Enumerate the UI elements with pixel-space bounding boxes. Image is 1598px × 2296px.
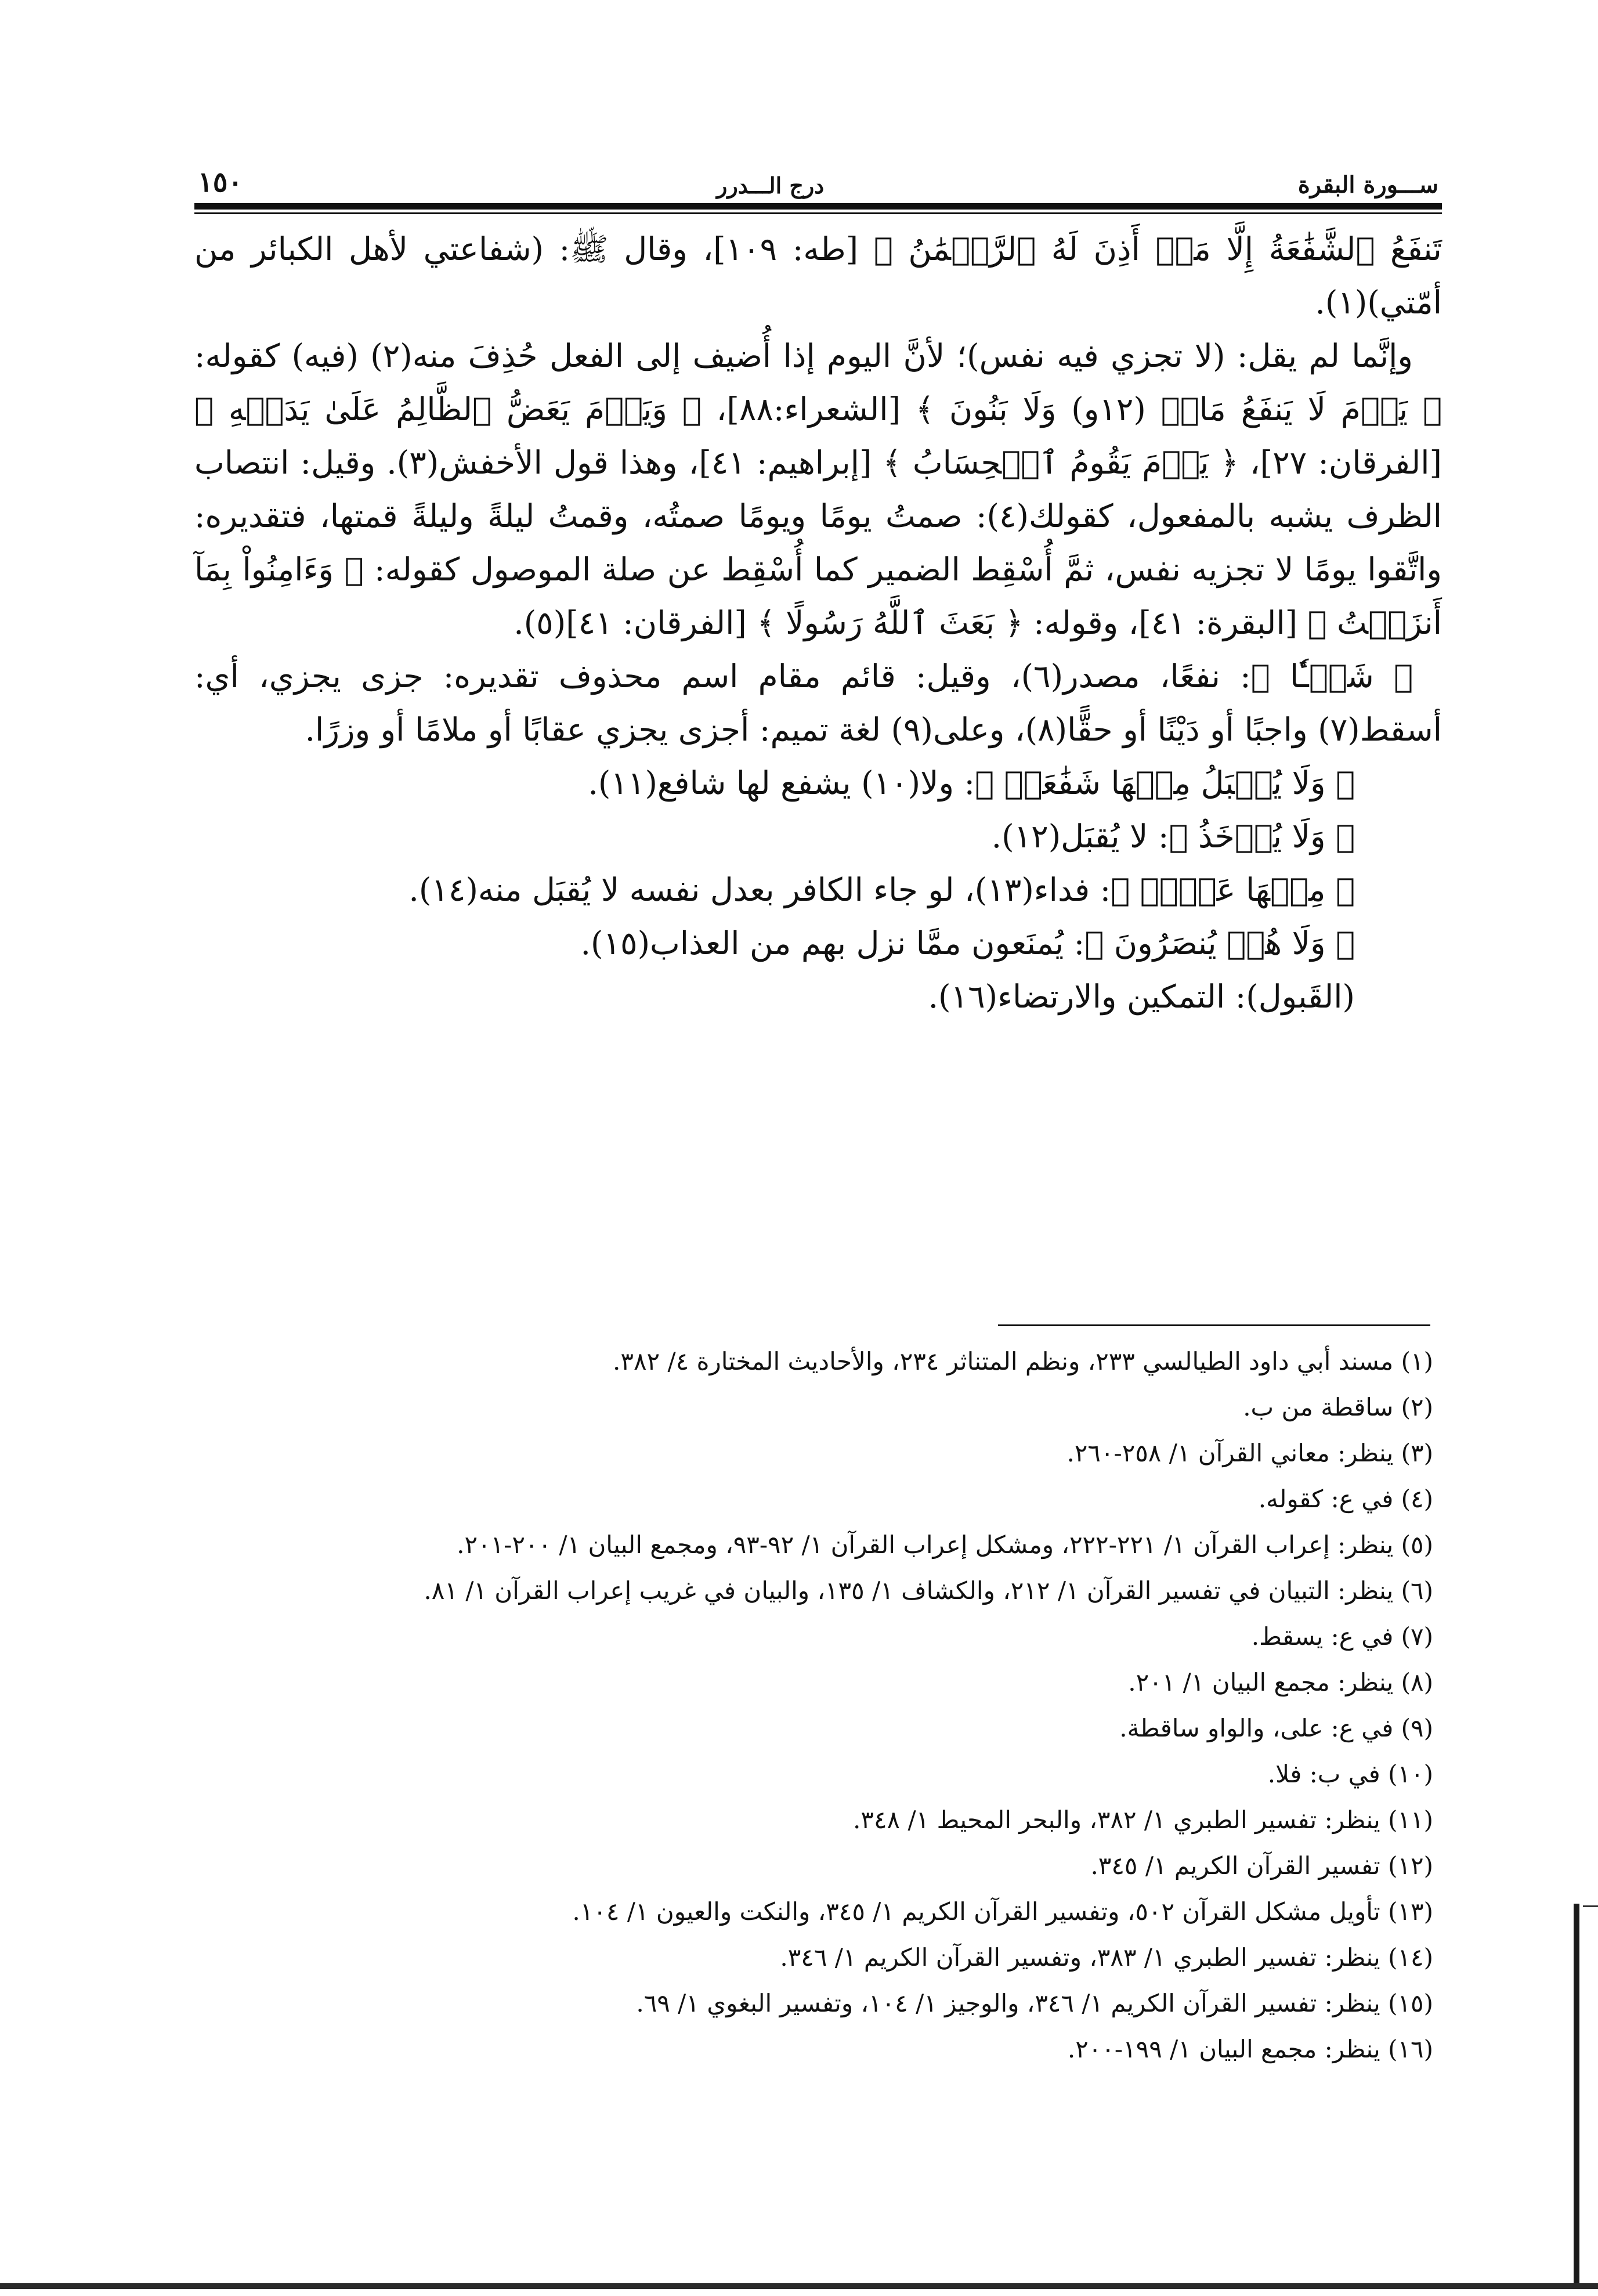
footnote: (٢) ساقطة من ب. (1243, 1393, 1433, 1421)
footnote-separator (998, 1324, 1430, 1326)
header-rule-thick (194, 203, 1442, 210)
paragraph: تَنفَعُ ٱلشَّفَٰعَةُ إِلَّا مَنۡ أَذِنَ لَهُ ٱلرَّحۡمَٰنُ ﴾ [طه: ١٠٩]، وقال ﷺ: (شفاعتي لأهل الكبائر من أمّتي)(١). (194, 230, 1442, 321)
footnote: (٣) ينظر: معاني القرآن ١/ ٢٥٨-٢٦٠. (1066, 1439, 1433, 1467)
footnote: (٤) في ع: كقوله. (1258, 1485, 1433, 1513)
footnote: (٩) في ع: على، والواو ساقطة. (1119, 1714, 1433, 1742)
surah-title: ســـورة البقرة (1297, 171, 1438, 198)
paragraph: ﴿ شَيۡـٔٗا ﴾: نفعًا، مصدر(٦)، وقيل: قائم مقام اسم محذوف تقديره: جزى يجزي، أي: أسقط(٧) واجبًا أو دَيْنًا أو حقًّا(٨)، وعلى(٩) لغة تميم: أجزى يجزي عقابًا أو ملامًا أو وزرًا. (194, 658, 1442, 748)
main-text (194, 222, 1442, 1023)
footnote: (٥) ينظر: إعراب القرآن ١/ ٢٢١-٢٢٢، ومشكل إعراب القرآن ١/ ٩٢-٩٣، ومجمع البيان ١/ ٢٠٠-٢٠١. (457, 1530, 1433, 1559)
footnote: (١٦) ينظر: مجمع البيان ١/ ١٩٩-٢٠٠. (1067, 2035, 1433, 2063)
footnotes (194, 1338, 1433, 2072)
footnote: (٨) ينظر: مجمع البيان ١/ ٢٠١. (1128, 1668, 1433, 1696)
paragraph: ﴿ وَلَا يُقۡبَلُ مِنۡهَا شَفَٰعَةٞ ﴾: ولا(١٠) يشفع لها شافع(١١). (588, 764, 1355, 802)
footnote: (٦) ينظر: التبيان في تفسير القرآن ١/ ٢١٢، والكشاف ١/ ١٣٥، والبيان في غريب إعراب القرآن ١/ ٨١. (424, 1576, 1433, 1605)
running-header (194, 164, 1442, 202)
scan-edge-tick (1583, 1905, 1598, 1907)
paragraph: وإنَّما لم يقل: (لا تجزي فيه نفس)؛ لأنَّ اليوم إذا أُضيف إلى الفعل حُذِفَ منه(٢) (فيه) كقوله: ﴿ يَوۡمَ لَا يَنفَعُ مَالٞ (١٢و) وَلَا بَنُونَ ﴾ [الشعراء:٨٨]، ﴿ وَيَوۡمَ يَعَضُّ ٱلظَّالِمُ عَلَىٰ يَدَيۡهِ ﴾ [الفرقان: ٢٧]، ﴿ يَوۡمَ يَقُومُ ٱلۡحِسَابُ ﴾ [إبراهيم: ٤١]، وهذا قول الأخفش(٣). وقيل: انتصاب الظرف يشبه بالمفعول، كقولك(٤): صمتُ يومًا ويومًا صمتُه، وقمتُ ليلةً وليلةً قمتها، فتقديره: واتَّقوا يومًا لا تجزيه نفس، ثمَّ أُسْقِط الضمير كما أُسْقِط عن صلة الموصول كقوله: ﴿ وَءَامِنُواْ بِمَآ أَنزَلۡتُ ﴾ [البقرة: ٤١]، وقوله: ﴿ بَعَثَ ٱللَّهُ رَسُولًا ﴾ [الفرقان: ٤١](٥). (194, 337, 1442, 641)
header-rule-thin (194, 212, 1442, 214)
footnote: (١) مسند أبي داود الطيالسي ٢٣٣، ونظم المتناثر ٢٣٤، والأحاديث المختارة ٤/ ٣٨٢. (613, 1347, 1433, 1376)
footnote: (١٠) في ب: فلا. (1267, 1760, 1433, 1788)
footnote: (١٢) تفسير القرآن الكريم ١/ ٣٤٥. (1090, 1851, 1433, 1880)
footnote: (١٤) ينظر: تفسير الطبري ١/ ٣٨٣، وتفسير القرآن الكريم ١/ ٣٤٦. (780, 1943, 1433, 1972)
footnote: (١٣) تأويل مشكل القرآن ٥٠٢، وتفسير القرآن الكريم ١/ ٣٤٥، والنكت والعيون ١/ ١٠٤. (572, 1897, 1433, 1926)
footnote: (١٥) ينظر: تفسير القرآن الكريم ١/ ٣٤٦، والوجيز ١/ ١٠٤، وتفسير البغوي ١/ ٦٩. (636, 1989, 1433, 2017)
paragraph: (القَبول): التمكين والارتضاء(١٦). (928, 978, 1355, 1015)
paragraph: ﴿ وَلَا يُؤۡخَذُ ﴾: لا يُقبَل(١٢). (991, 818, 1355, 855)
scan-edge-right (1574, 1904, 1579, 2287)
book-title: درج الـــدرر (716, 172, 825, 198)
footnote: (١١) ينظر: تفسير الطبري ١/ ٣٨٢، والبحر المحيط ١/ ٣٤٨. (853, 1806, 1433, 1834)
page-number: ١٥٠ (198, 166, 243, 198)
paragraph: ﴿ وَلَا هُمۡ يُنصَرُونَ ﴾: يُمنَعون ممَّا نزل بهم من العذاب(١٥). (580, 925, 1355, 962)
paragraph: ﴿ مِنۡهَا عَدۡلٞ ﴾: فداء(١٣)، لو جاء الكافر بعدل نفسه لا يُقبَل منه(١٤). (408, 871, 1355, 908)
footnote: (٧) في ع: يسقط. (1251, 1622, 1433, 1651)
scan-edge-bottom (0, 2283, 1598, 2289)
page (194, 164, 1442, 1023)
